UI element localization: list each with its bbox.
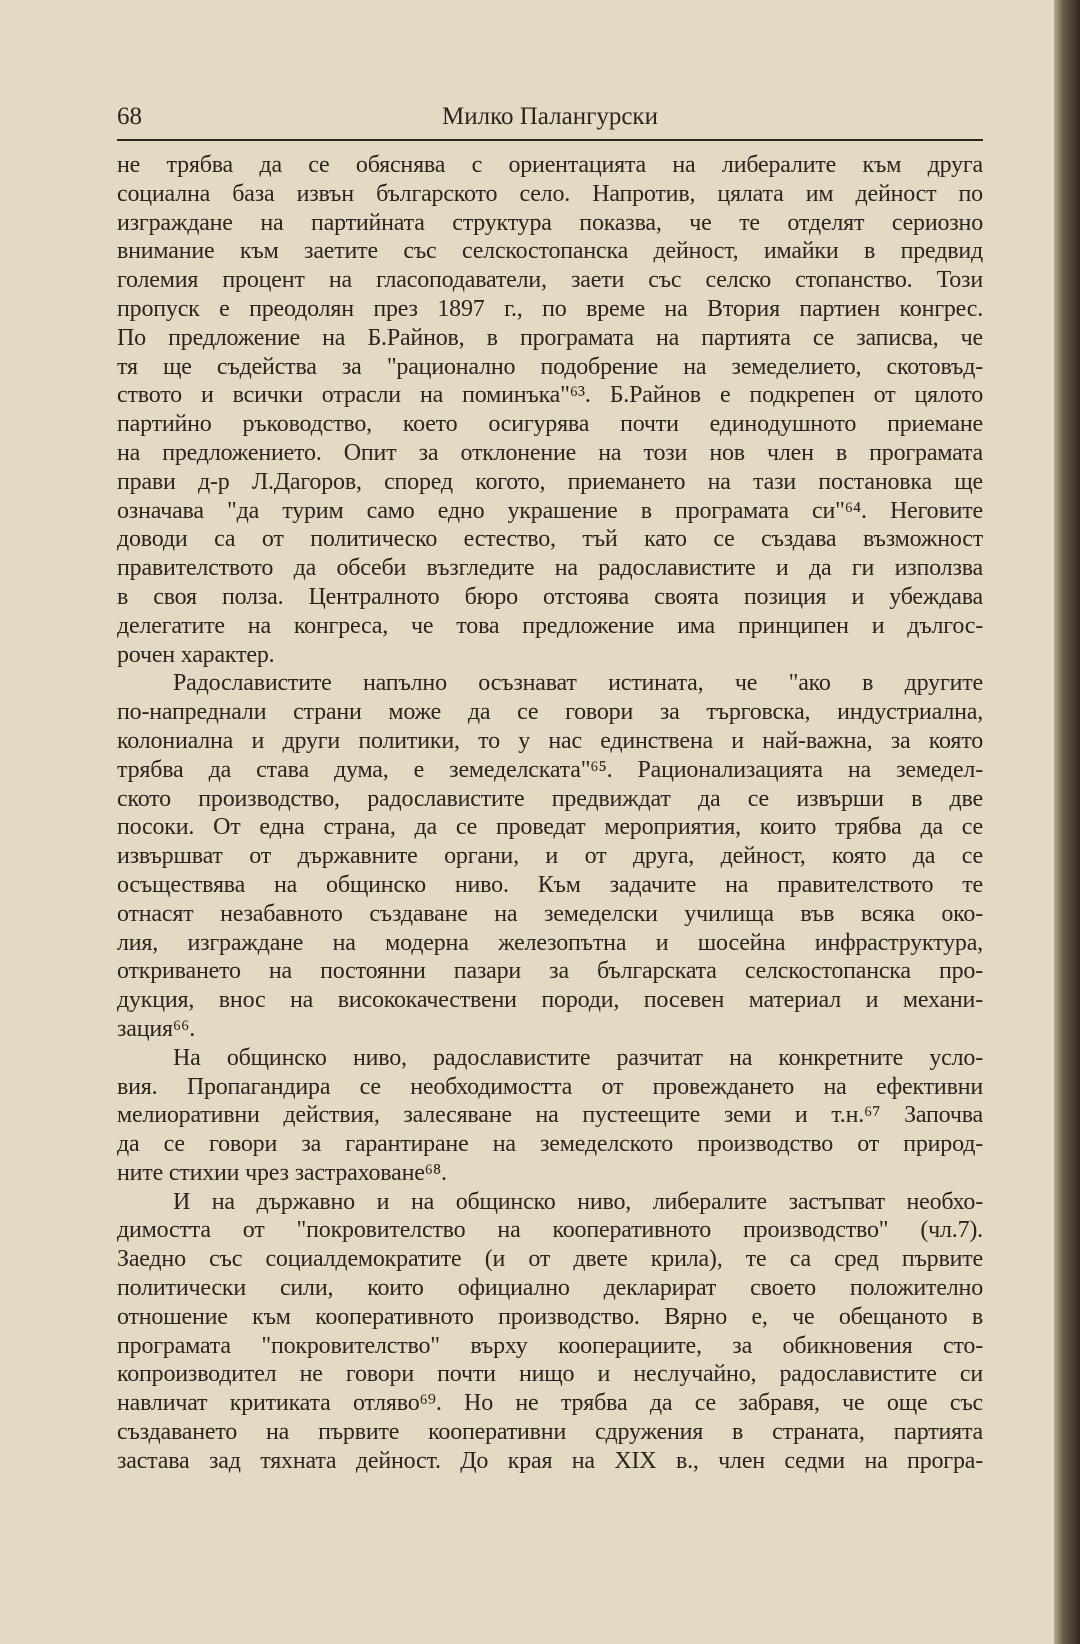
text-line: извършват от държавните органи, и от друга, дейност, която да се (117, 843, 983, 870)
text-line: зация⁶⁶. (117, 1015, 195, 1042)
text-line: навличат критиката отляво⁶⁹. Но не трябва да се забравя, че още със (117, 1390, 983, 1417)
text-line: вия. Пропагандира се необходимостта от провеждането на ефективни (117, 1073, 983, 1100)
text-line: внимание към заетите със селскостопанска дейност, имайки в предвид (117, 238, 983, 265)
text-line: правителството да обсеби възгледите на радославистите и да ги използва (117, 555, 983, 582)
text-line: партийно ръководство, което осигурява почти единодушното приемане (117, 411, 983, 438)
text-line: социална база извън българското село. Напротив, цялата им дейност по (117, 180, 983, 207)
text-line: осъществява на общинско ниво. Към задачите на правителството те (117, 871, 983, 898)
text-line: големия процент на гласоподаватели, заети със селско стопанство. Този (117, 267, 983, 294)
text-line: в своя полза. Централното бюро отстоява своята позиция и убеждава (117, 583, 983, 610)
page-edge-shadow (1054, 0, 1080, 1644)
text-line: изграждане на партийната структура показва, че те отделят сериозно (117, 209, 983, 236)
text-line: колониална и други политики, то у нас единствена и най-важна, за която (117, 727, 983, 754)
page-header (117, 100, 983, 134)
body-text (117, 151, 983, 1476)
text-line: тя ще съдейства за "рационално подобрение на земеделието, скотовъд- (117, 353, 983, 380)
page-number: 68 (117, 103, 142, 130)
text-line: ското производство, радославистите предвиждат да се извърши в две (117, 785, 983, 812)
text-line: на предложението. Опит за отклонение на този нов член в програмата (117, 439, 983, 466)
text-line: По предложение на Б.Райнов, в програмата на партията се записва, че (117, 324, 983, 351)
header-rule (117, 139, 983, 141)
text-line: Заедно със социалдемократите (и от двете крила), те са сред първите (117, 1246, 983, 1273)
text-line: програмата "покровителство" върху кооперациите, за обикновения сто- (117, 1332, 983, 1359)
text-line: застава зад тяхната дейност. До края на XIX в., член седми на програ- (117, 1447, 983, 1474)
text-line: да се говори за гарантиране на земеделското производство от природ- (117, 1131, 983, 1158)
text-line: ството и всички отрасли на поминъка"⁶³. Б.Райнов е подкрепен от цялото (117, 382, 983, 409)
text-line: политически сили, които официално декларират своето положително (117, 1275, 983, 1302)
text-line: дукция, внос на висококачествени породи, посевен материал и механи- (117, 987, 983, 1014)
text-line: рочен характер. (117, 641, 275, 668)
text-line: трябва да става дума, е земеделската"⁶⁵. Рационализацията на земедел- (117, 756, 983, 783)
text-line: означава "да турим само едно украшение в програмата си"⁶⁴. Неговите (117, 497, 983, 524)
text-line: копроизводител не говори почти нищо и неслучайно, радославистите си (117, 1361, 983, 1388)
text-line: откриването на постоянни пазари за българската селскостопанска про- (117, 958, 983, 985)
text-line: И на държавно и на общинско ниво, либералите застъпват необхо- (173, 1188, 983, 1215)
text-line: отнасят незабавното създаване на земеделски училища във всяка око- (117, 900, 983, 927)
text-line: създаването на първите кооперативни сдружения в страната, партията (117, 1419, 983, 1446)
text-line: На общинско ниво, радославистите разчитат на конкретните усло- (173, 1044, 983, 1071)
text-line: ните стихии чрез застраховане⁶⁸. (117, 1159, 447, 1186)
text-line: пропуск е преодолян през 1897 г., по време на Втория партиен конгрес. (117, 295, 983, 322)
running-title: Милко Палангурски (442, 103, 658, 130)
text-line: димостта от "покровителство на кооперативното производство" (чл.7). (117, 1217, 983, 1244)
text-line: мелиоративни действия, залесяване на пустеещите земи и т.н.⁶⁷ Започва (117, 1102, 983, 1129)
text-line: делегатите на конгреса, че това предложение има принципен и дългос- (117, 612, 983, 639)
text-line: лия, изграждане на модерна железопътна и шосейна инфраструктура, (117, 929, 983, 956)
text-line: по-напреднали страни може да се говори за търговска, индустриална, (117, 699, 983, 726)
text-line: отношение към кооперативното производство. Вярно е, че обещаното в (117, 1303, 983, 1330)
text-line: прави д-р Л.Дагоров, според когото, приемането на тази постановка ще (117, 468, 983, 495)
text-line: посоки. От една страна, да се проведат мероприятия, които трябва да се (117, 814, 983, 841)
text-line: Радославистите напълно осъзнават истината, че "ако в другите (173, 670, 983, 697)
text-line: доводи са от политическо естество, тъй като се създава възможност (117, 526, 983, 553)
text-line: не трябва да се обяснява с ориентацията на либералите към друга (117, 152, 983, 178)
